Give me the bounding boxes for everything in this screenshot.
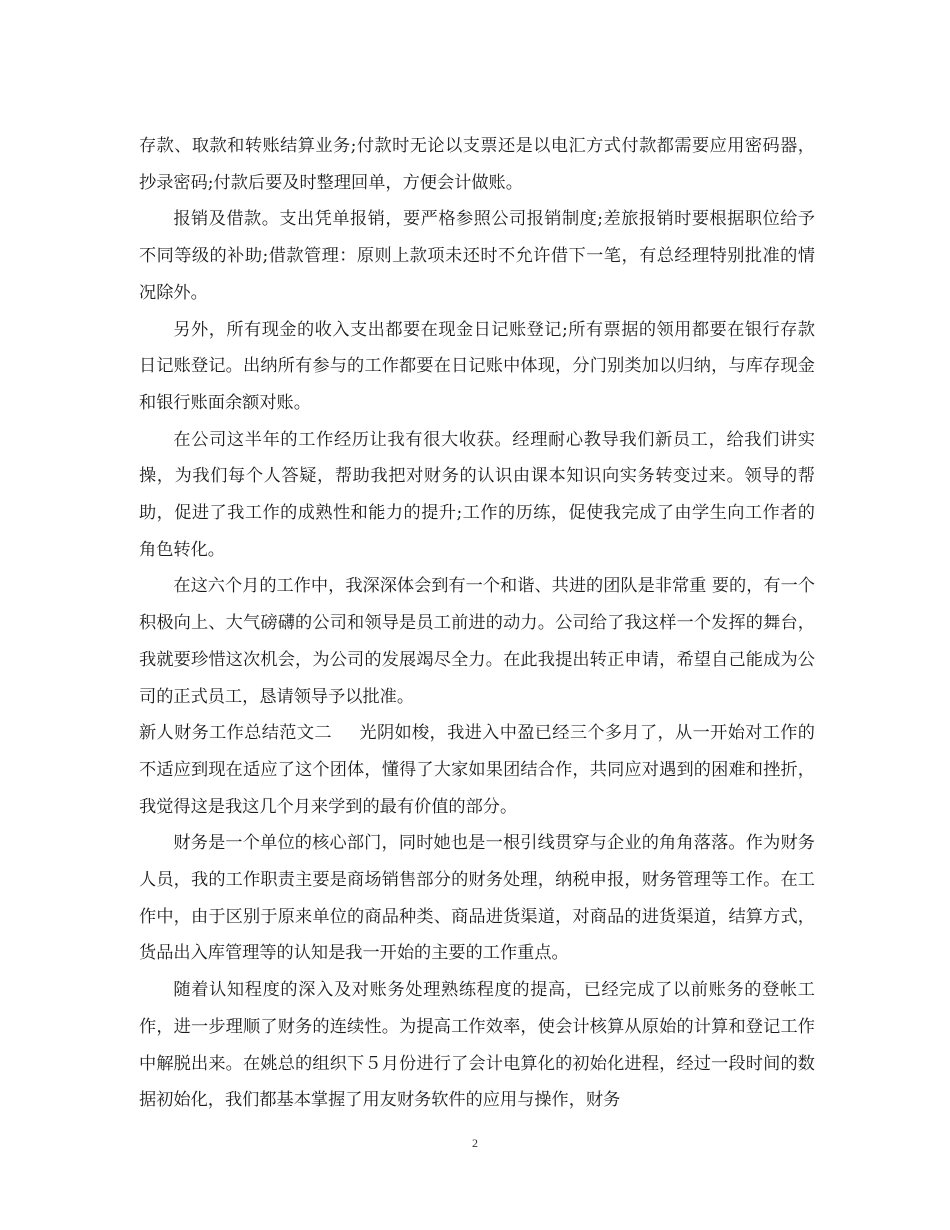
paragraph-text: 财务是一个单位的核心部门，同时她也是一根引线贯穿与企业的角角落落。作为财务人员，我的工作职责主要是商场销售部分的财务处理，纳税申报，财务管理等工作。在工作中，由于区别于原来单位的商品种类、商品进货渠道，对商品的进货渠道，结算方式，货品出入库管理等的认知是我一开始的主要的工作重点。 — [139, 833, 815, 964]
paragraph-5 — [139, 568, 815, 715]
paragraph-text: 在公司这半年的工作经历让我有很大收获。经理耐心教导我们新员工，给我们讲实操，为我们每个人答疑，帮助我把对财务的认识由课本知识向实务转变过来。领导的帮助，促进了我工作的成熟性和能力的提升;工作的历练，促使我完成了由学生向工作者的角色转化。 — [139, 429, 815, 560]
paragraph-text: 随着认知程度的深入及对账务处理熟练程度的提高，已经完成了以前账务的登帐工作，进一步理顺了财务的连续性。为提高工作效率，使会计核算从原始的计算和登记工作中解脱出来。在姚总的组织下５月份进行了会计电算化的初始化进程，经过一段时间的数据初始化，我们都基本掌握了用友财务软件的应用与操作，财务 — [139, 980, 815, 1111]
section-heading: 新人财务工作总结范文二 — [139, 723, 332, 744]
paragraph-6 — [139, 715, 815, 825]
paragraph-1 — [139, 128, 815, 201]
paragraph-text: 在这六个月的工作中，我深深体会到有一个和谐、共进的团队是非常重 要的，有一个积极向上、大气磅礴的公司和领导是员工前进的动力。公司给了我这样一个发挥的舞台，我就要珍惜这次机会，为公司的发展竭尽全力。在此我提出转正申请，希望自己能成为公司的正式员工，恳请领导予以批准。 — [139, 576, 815, 707]
paragraph-2 — [139, 201, 815, 311]
paragraph-text: 光阴如梭，我进入中盈已经三个多月了，从一开始对工作的不适应到现在适应了这个团体，懂得了大家如果团结合作，共同应对遇到的困难和挫折，我觉得这是我这几个月来学到的最有价值的部分。 — [139, 723, 815, 817]
page-number: 2 — [472, 1136, 478, 1150]
body-text — [139, 128, 815, 1119]
paragraph-8 — [139, 972, 815, 1119]
paragraph-4 — [139, 422, 815, 569]
paragraph-text: 报销及借款。支出凭单报销，要严格参照公司报销制度;差旅报销时要根据职位给予不同等级的补助;借款管理：原则上款项未还时不允许借下一笔，有总经理特别批准的情况除外。 — [139, 209, 815, 303]
paragraph-7 — [139, 825, 815, 972]
paragraph-3 — [139, 312, 815, 422]
paragraph-text: 存款、取款和转账结算业务;付款时无论以支票还是以电汇方式付款都需要应用密码器，抄录密码;付款后要及时整理回单，方便会计做账。 — [139, 136, 815, 193]
paragraph-text: 另外，所有现金的收入支出都要在现金日记账登记;所有票据的领用都要在银行存款日记账登记。出纳所有参与的工作都要在日记账中体现，分门别类加以归纳，与库存现金和银行账面余额对账。 — [139, 319, 815, 413]
